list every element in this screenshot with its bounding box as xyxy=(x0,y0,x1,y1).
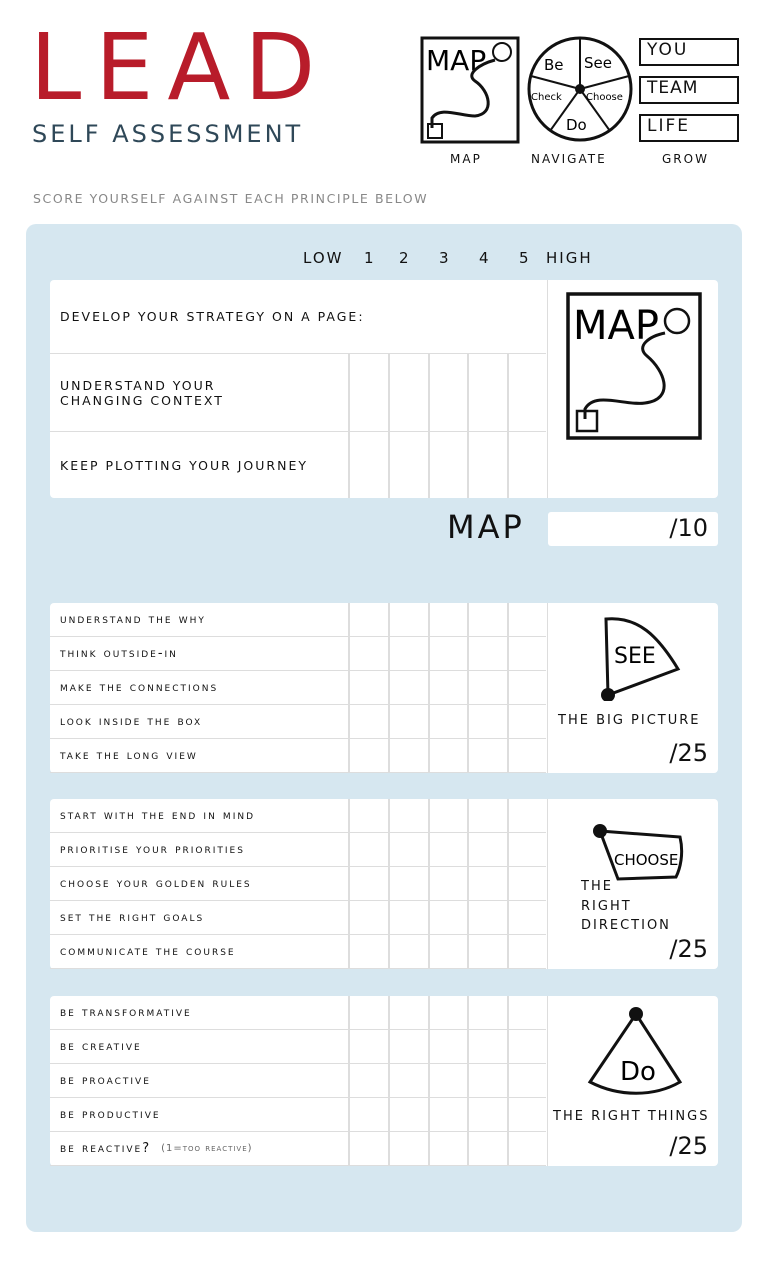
grid-line xyxy=(388,603,390,773)
principle-label: make the connections xyxy=(60,680,219,695)
grid-line xyxy=(388,799,390,969)
section-do xyxy=(50,996,718,1166)
section-icon-area xyxy=(547,996,718,1166)
principle-row[interactable] xyxy=(50,1064,546,1098)
principle-label: be productive xyxy=(60,1107,161,1122)
grid-line xyxy=(507,603,509,773)
grow-team: TEAM xyxy=(639,76,739,104)
map-score-box[interactable] xyxy=(548,512,718,546)
do-segment-icon xyxy=(584,1002,684,1097)
principle-row[interactable] xyxy=(50,705,546,739)
section-intro: DEVELOP YOUR STRATEGY ON A PAGE: xyxy=(50,280,546,354)
grid-line xyxy=(467,603,469,773)
grid-line xyxy=(467,799,469,969)
nav-see: See xyxy=(584,54,612,72)
grid-line xyxy=(348,354,350,498)
section-map xyxy=(50,280,718,498)
principle-row[interactable] xyxy=(50,1030,546,1064)
grid-line xyxy=(388,354,390,498)
principle-label: be proactive xyxy=(60,1073,151,1088)
principle-row[interactable] xyxy=(50,867,546,901)
grid-line xyxy=(428,354,430,498)
principle-row[interactable]: UNDERSTAND YOUR CHANGING CONTEXT xyxy=(50,354,546,432)
section-score[interactable]: /25 xyxy=(669,935,708,963)
principle-row[interactable] xyxy=(50,1132,546,1166)
scale-2: 2 xyxy=(399,249,411,267)
grid-line xyxy=(428,996,430,1166)
principle-label: be transformative xyxy=(60,1005,192,1020)
section-icon-area xyxy=(547,280,718,498)
section-score[interactable]: /25 xyxy=(669,739,708,767)
grow-you: YOU xyxy=(639,38,739,66)
principle-row[interactable] xyxy=(50,833,546,867)
scale-3: 3 xyxy=(439,249,451,267)
principle-row[interactable]: KEEP PLOTTING YOUR JOURNEY xyxy=(60,457,308,473)
map-icon-text: MAP xyxy=(573,303,659,349)
principle-row[interactable] xyxy=(50,637,546,671)
section-icon-area xyxy=(547,799,718,969)
section-choose xyxy=(50,799,718,969)
grid-line xyxy=(348,996,350,1166)
grid-line xyxy=(507,354,509,498)
principle-label: communicate the course xyxy=(60,944,236,959)
map-label: MAP xyxy=(450,152,482,166)
icon-text: SEE xyxy=(614,644,656,669)
grid-line xyxy=(428,603,430,773)
principle-label: be creative xyxy=(60,1039,142,1054)
principle-row[interactable] xyxy=(50,1098,546,1132)
principle-row[interactable] xyxy=(50,935,546,969)
scale-4: 4 xyxy=(479,249,491,267)
see-segment-icon xyxy=(598,611,688,701)
principle-row[interactable] xyxy=(50,901,546,935)
grid-line xyxy=(428,799,430,969)
grow-icon xyxy=(639,38,739,142)
grid-line xyxy=(467,354,469,498)
grow-life: LIFE xyxy=(639,114,739,142)
principle-label: think outside-in xyxy=(60,646,178,661)
nav-check: Check xyxy=(531,92,562,103)
principle-label: look inside the box xyxy=(60,714,203,729)
section-score[interactable]: /25 xyxy=(669,1132,708,1160)
section-caption: THE RIGHT THINGS xyxy=(553,1109,710,1124)
grow-label: GROW xyxy=(662,152,709,166)
section-see xyxy=(50,603,718,773)
icon-text: CHOOSE xyxy=(614,851,679,869)
principle-row[interactable] xyxy=(50,739,546,773)
grid-line xyxy=(348,603,350,773)
principle-row[interactable] xyxy=(50,671,546,705)
principle-label: choose your golden rules xyxy=(60,876,252,891)
principle-label: prioritise your priorities xyxy=(60,842,245,857)
navigate-wheel-icon xyxy=(526,34,634,144)
map-score: /10 xyxy=(669,514,708,542)
principle-label: be reactive? xyxy=(60,1141,152,1156)
grid-line xyxy=(507,799,509,969)
principle-label: take the long view xyxy=(60,748,198,763)
principle-label: understand the why xyxy=(60,612,206,627)
map-icon xyxy=(420,36,520,144)
nav-do: Do xyxy=(566,116,587,134)
page-subtitle: SELF ASSESSMENT xyxy=(32,120,304,148)
section-caption: THE RIGHT DIRECTION xyxy=(581,879,671,933)
grid-line xyxy=(348,799,350,969)
grid-line xyxy=(507,996,509,1166)
principle-label: set the right goals xyxy=(60,910,205,925)
icon-text: Do xyxy=(620,1057,656,1087)
scale-high: HIGH xyxy=(546,249,593,267)
principle-row[interactable] xyxy=(50,799,546,833)
section-icon-area xyxy=(547,603,718,773)
navigate-label: NAVIGATE xyxy=(531,152,607,166)
principle-row[interactable] xyxy=(50,996,546,1030)
map-icon xyxy=(565,291,703,441)
nav-choose: Choose xyxy=(586,92,623,103)
map-total-label: MAP xyxy=(447,508,525,546)
nav-be: Be xyxy=(544,56,564,74)
scale-5: 5 xyxy=(519,249,531,267)
instructions: SCORE YOURSELF AGAINST EACH PRINCIPLE BELOW xyxy=(33,191,429,206)
scale-low: LOW xyxy=(303,249,344,267)
grid-line xyxy=(467,996,469,1166)
principle-label: start with the end in mind xyxy=(60,808,256,823)
grid-line xyxy=(388,996,390,1166)
map-icon-text: MAP xyxy=(426,44,487,77)
scale-1: 1 xyxy=(364,249,376,267)
section-caption: THE BIG PICTURE xyxy=(558,713,701,728)
principle-row[interactable] xyxy=(50,603,546,637)
page-title: LEAD xyxy=(30,14,330,121)
row-note: (1=too reactive) xyxy=(161,1143,253,1154)
